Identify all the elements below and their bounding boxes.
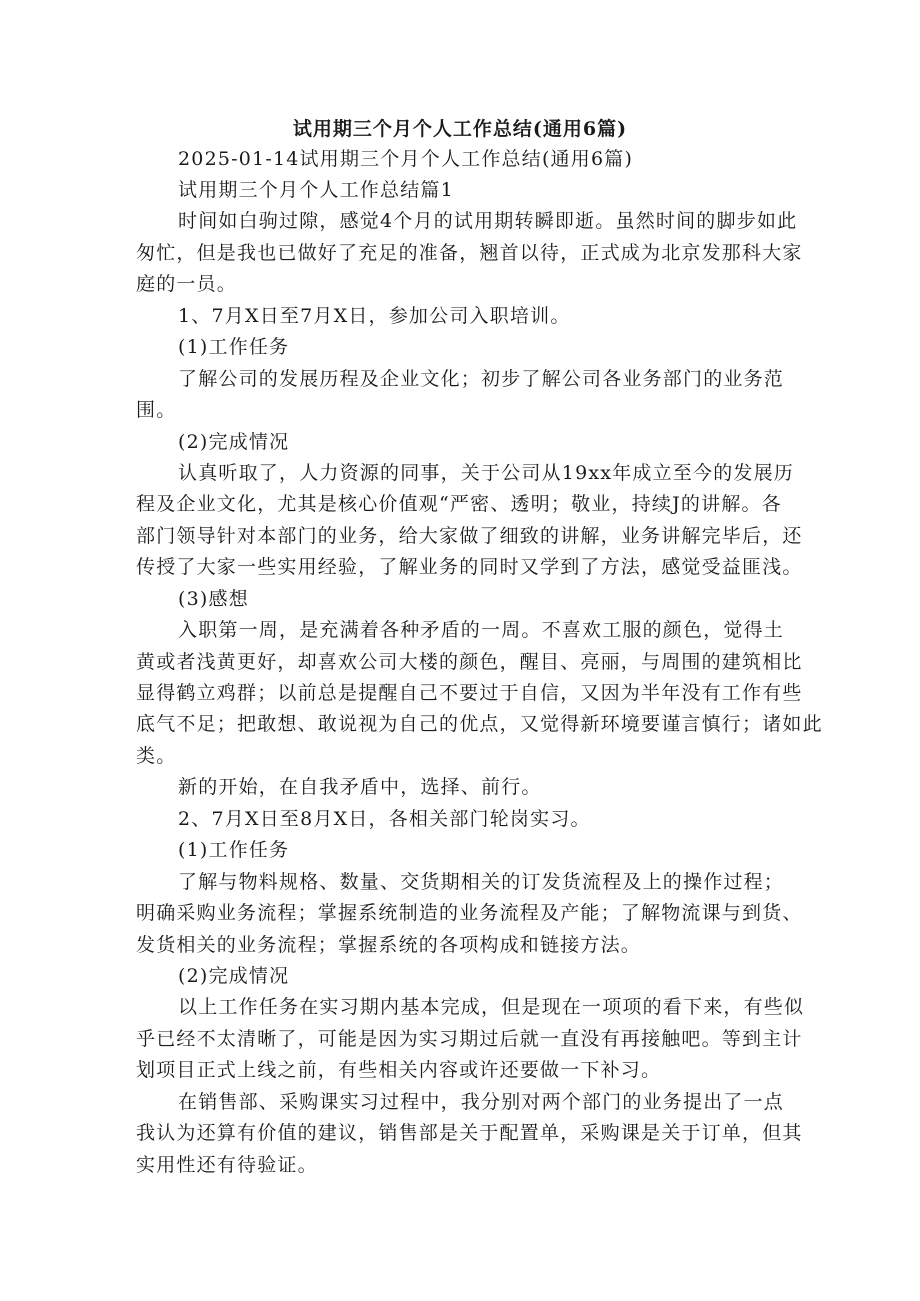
subheading: (2)完成情况 — [178, 965, 290, 987]
paragraph-line: 庭的一员。 — [136, 273, 238, 295]
paragraph-line: 匆忙，但是我也已做好了充足的准备，翘首以待，正式成为北京发那科大家 — [136, 242, 803, 264]
paragraph-line: 入职第一周，是充满着各种矛盾的一周。不喜欢工服的颜色，觉得土 — [178, 619, 785, 641]
paragraph-line: 了解公司的发展历程及企业文化；初步了解公司各业务部门的业务范 — [178, 368, 785, 390]
list-heading: 1、7月X日至7月X日，参加公司入职培训。 — [178, 305, 571, 327]
paragraph-line: 明确采购业务流程；掌握系统制造的业务流程及产能；了解物流课与到货、 — [136, 902, 803, 924]
paragraph-line: 发货相关的业务流程；掌握系统的各项构成和链接方法。 — [136, 934, 642, 956]
paragraph-line: 实用性还有待验证。 — [136, 1154, 318, 1176]
paragraph-line: 程及企业文化，尤其是核心价值观“严密、透明；敬业，持续J的讲解。各 — [136, 493, 782, 515]
paragraph-line: 以上工作任务在实习期内基本完成，但是现在一项项的看下来，有些似 — [178, 996, 805, 1018]
paragraph-line: 我认为还算有价值的建议，销售部是关于配置单，采购课是关于订单，但其 — [136, 1122, 803, 1144]
paragraph-line: 在销售部、采购课实习过程中，我分别对两个部门的业务提出了一点 — [178, 1091, 785, 1113]
paragraph-line: 围。 — [136, 399, 177, 421]
subheading: (3)感想 — [178, 588, 249, 610]
paragraph-line: 认真听取了，人力资源的同事，关于公司从19xx年成立至今的发展历 — [178, 462, 795, 484]
paragraph-line: 划项目正式上线之前，有些相关内容或许还要做一下补习。 — [136, 1059, 662, 1081]
paragraph-line: 了解与物料规格、数量、交货期相关的订发货流程及上的操作过程； — [178, 871, 785, 893]
document-date-subtitle: 2025-01-14试用期三个月个人工作总结(通用6篇) — [178, 148, 634, 170]
document-title: 试用期三个月个人工作总结(通用6篇) — [292, 118, 628, 140]
paragraph-line: 时间如白驹过隙，感觉4个月的试用期转瞬即逝。虽然时间的脚步如此 — [178, 210, 798, 232]
section-title: 试用期三个月个人工作总结篇1 — [178, 179, 454, 201]
paragraph-line: 底气不足；把敢想、敢说视为自己的优点，又觉得新环境要谨言慎行；诸如此 — [136, 713, 823, 735]
subheading: (2)完成情况 — [178, 431, 290, 453]
paragraph-line: 类。 — [136, 745, 177, 767]
subheading: (1)工作任务 — [178, 336, 290, 358]
paragraph-line: 乎已经不太清晰了，可能是因为实习期过后就一直没有再接触吧。等到主计 — [136, 1028, 803, 1050]
paragraph-line: 传授了大家一些实用经验，了解业务的同时又学到了方法，感觉受益匪浅。 — [136, 556, 803, 578]
paragraph-line: 部门领导针对本部门的业务，给大家做了细致的讲解，业务讲解完毕后，还 — [136, 525, 803, 547]
subheading: (1)工作任务 — [178, 839, 290, 861]
paragraph-line: 新的开始，在自我矛盾中，选择、前行。 — [178, 776, 542, 798]
paragraph-line: 黄或者浅黄更好，却喜欢公司大楼的颜色，醒目、亮丽，与周围的建筑相比 — [136, 651, 803, 673]
paragraph-line: 显得鹤立鸡群；以前总是提醒自己不要过于自信，又因为半年没有工作有些 — [136, 682, 803, 704]
list-heading: 2、7月X日至8月X日，各相关部门轮岗实习。 — [178, 808, 591, 830]
